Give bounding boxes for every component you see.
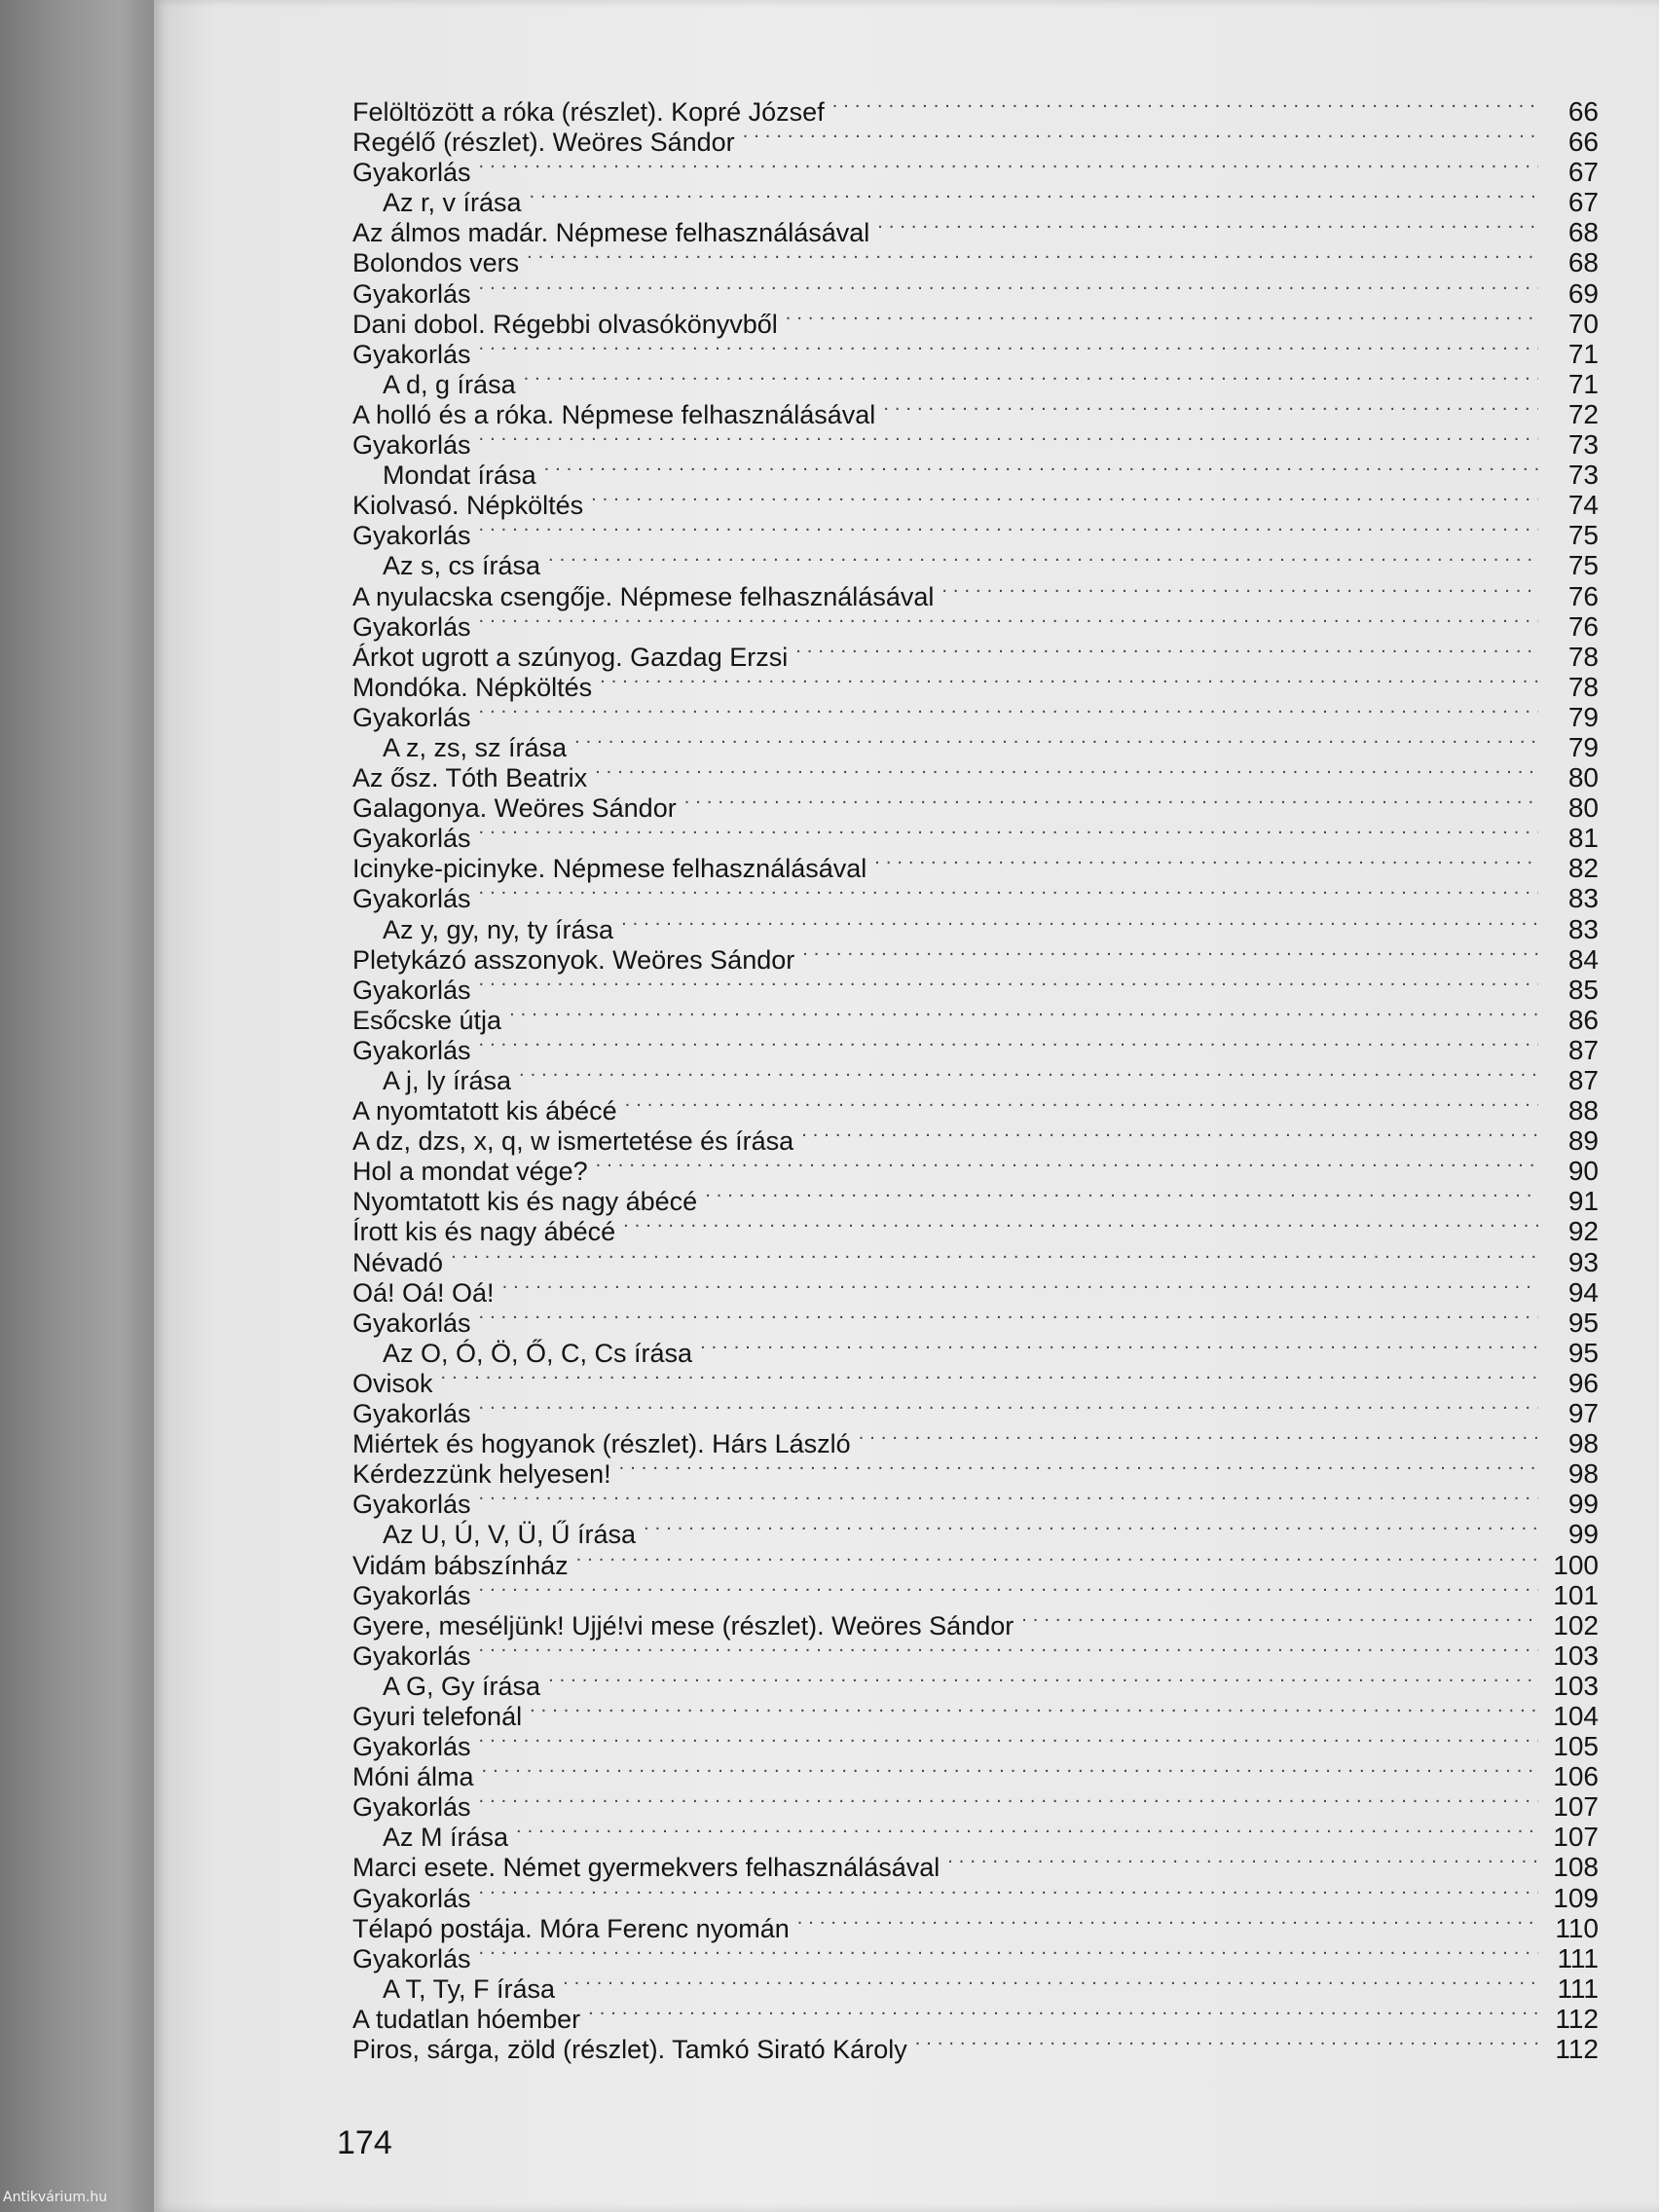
entry-page-number: 82 [1567, 853, 1599, 884]
entry-title: Dani dobol. Régebbi olvasókönyvből [352, 309, 778, 339]
watermark: Antikvárium.hu [3, 2190, 108, 2205]
entry-title: Gyakorlás [352, 521, 471, 551]
entry-page-number: 87 [1567, 1034, 1599, 1065]
dot-leader [509, 999, 1538, 1029]
entry-title: Gyakorlás [352, 1308, 471, 1338]
toc-entry [352, 1937, 1599, 1973]
entry-page-number: 103 [1553, 1670, 1599, 1701]
dot-leader [479, 151, 1538, 181]
entry-title: Galagonya. Weöres Sándor [352, 793, 677, 824]
dot-leader [832, 91, 1538, 121]
entry-title: Gyakorlás [352, 702, 471, 732]
toc-subentry [352, 1816, 1599, 1853]
entry-title: A G, Gy írása [383, 1671, 541, 1701]
dot-leader [451, 1241, 1538, 1272]
entry-page-number: 106 [1553, 1761, 1599, 1792]
entry-title: Gyakorlás [352, 1490, 471, 1520]
table-of-contents [352, 91, 1599, 2064]
entry-page-number: 67 [1567, 187, 1599, 218]
toc-subentry [352, 1665, 1599, 1701]
dot-leader [644, 1513, 1538, 1543]
entry-title: Írott kis és nagy ábécé [352, 1217, 616, 1247]
toc-entry [352, 1725, 1599, 1762]
toc-entry [352, 514, 1599, 551]
entry-title: Gyakorlás [352, 1641, 471, 1671]
toc-entry [352, 424, 1599, 461]
entry-page-number: 88 [1567, 1095, 1599, 1126]
dot-leader [684, 787, 1538, 817]
dot-leader [519, 1059, 1538, 1089]
dot-leader [479, 1392, 1538, 1422]
entry-title: Mondat írása [383, 461, 536, 491]
toc-entry [352, 606, 1599, 642]
dot-leader [700, 1332, 1538, 1362]
dot-leader [786, 303, 1538, 333]
entry-page-number: 98 [1567, 1428, 1599, 1459]
dot-leader [479, 1483, 1538, 1513]
entry-title: Az M írása [383, 1823, 509, 1853]
entry-title: Ovisok [352, 1368, 433, 1398]
entry-page-number: 99 [1567, 1489, 1599, 1520]
entry-page-number: 74 [1567, 490, 1599, 521]
entry-title: Icinyke-picinyke. Népmese felhasználásával [352, 854, 867, 884]
entry-title: Gyakorlás [352, 884, 471, 914]
entry-page-number: 75 [1567, 520, 1599, 551]
toc-subentry [352, 908, 1599, 944]
entry-page-number: 80 [1567, 762, 1599, 793]
dot-leader [502, 1272, 1538, 1302]
dot-leader [479, 1574, 1538, 1604]
entry-page-number: 85 [1567, 974, 1599, 1005]
toc-entry [352, 273, 1599, 309]
dot-leader [600, 666, 1538, 696]
entry-title: Az r, v írása [383, 188, 522, 218]
entry-page-number: 84 [1567, 943, 1599, 975]
entry-page-number: 105 [1553, 1731, 1599, 1762]
entry-page-number: 66 [1567, 127, 1599, 158]
toc-subentry [352, 1968, 1599, 2004]
entry-title: Az U, Ú, V, Ü, Ű írása [383, 1520, 637, 1550]
toc-entry [352, 303, 1599, 339]
entry-page-number: 109 [1553, 1882, 1599, 1913]
entry-title: Móni álma [352, 1762, 474, 1792]
entry-title: Az álmos madár. Népmese felhasználásával [352, 218, 870, 248]
entry-page-number: 101 [1553, 1579, 1599, 1610]
entry-page-number: 79 [1567, 731, 1599, 762]
toc-entry [352, 1604, 1599, 1641]
entry-page-number: 83 [1567, 883, 1599, 914]
toc-entry [352, 1272, 1599, 1308]
dot-leader [801, 1120, 1538, 1150]
entry-title: Regélő (részlet). Weöres Sándor [352, 128, 735, 158]
page-number: 174 [337, 2124, 392, 2161]
toc-subentry [352, 1332, 1599, 1368]
entry-title: Kérdezzünk helyesen! [352, 1459, 611, 1490]
entry-title: Télapó postája. Móra Ferenc nyomán [352, 1913, 790, 1943]
entry-page-number: 94 [1567, 1276, 1599, 1308]
entry-page-number: 107 [1553, 1791, 1599, 1823]
entry-title: Gyakorlás [352, 1792, 471, 1823]
entry-page-number: 111 [1557, 1972, 1599, 2004]
entry-page-number: 95 [1567, 1337, 1599, 1368]
dot-leader [548, 1665, 1538, 1695]
entry-page-number: 66 [1567, 96, 1599, 127]
dot-leader [479, 969, 1538, 999]
entry-title: Pletykázó asszonyok. Weöres Sándor [352, 944, 795, 975]
toc-entry [352, 696, 1599, 732]
entry-title: Gyakorlás [352, 1732, 471, 1762]
entry-page-number: 111 [1557, 1942, 1599, 1973]
entry-page-number: 68 [1567, 217, 1599, 248]
dot-leader [479, 1725, 1538, 1755]
dot-leader [479, 1937, 1538, 1968]
entry-title: A j, ly írása [383, 1066, 512, 1095]
entry-title: Gyakorlás [352, 824, 471, 854]
entry-page-number: 90 [1567, 1156, 1599, 1187]
entry-page-number: 73 [1567, 429, 1599, 461]
entry-title: A nyulacska csengője. Népmese felhasználásával [352, 581, 935, 611]
toc-entry [352, 1422, 1599, 1459]
entry-title: Az y, gy, ny, ty írása [383, 914, 614, 944]
entry-page-number: 67 [1567, 157, 1599, 188]
entry-page-number: 76 [1567, 580, 1599, 611]
toc-entry [352, 211, 1599, 248]
toc-entry [352, 1362, 1599, 1398]
entry-title: Gyere, meséljünk! Ujjé!vi mese (részlet). Weöres Sándor [352, 1610, 1014, 1641]
entry-page-number: 78 [1567, 641, 1599, 672]
entry-title: A holló és a róka. Népmese felhasználásával [352, 399, 876, 429]
toc-entry [352, 151, 1599, 188]
entry-title: Gyakorlás [352, 1580, 471, 1610]
dot-leader [795, 636, 1538, 666]
toc-entry [352, 1302, 1599, 1338]
dot-leader [544, 454, 1538, 484]
dot-leader [479, 606, 1538, 636]
dot-leader [705, 1180, 1538, 1210]
toc-entry [352, 1483, 1599, 1520]
toc-entry [352, 969, 1599, 1005]
toc-subentry [352, 544, 1599, 581]
toc-entry [352, 484, 1599, 521]
toc-entry [352, 1392, 1599, 1429]
dot-leader [915, 2028, 1538, 2058]
dot-leader [743, 121, 1538, 151]
dot-leader [441, 1362, 1538, 1392]
dot-leader [625, 1089, 1538, 1120]
dot-leader [802, 939, 1538, 969]
dot-leader [479, 424, 1538, 454]
entry-page-number: 112 [1555, 2034, 1599, 2064]
entry-title: Az ősz. Tóth Beatrix [352, 763, 588, 793]
entry-title: A tudatlan hóember [352, 2004, 581, 2034]
dot-leader [479, 1029, 1538, 1059]
dot-leader [524, 363, 1538, 393]
entry-title: Mondóka. Népköltés [352, 672, 593, 702]
dot-leader [947, 1846, 1538, 1876]
dot-leader [621, 908, 1538, 939]
entry-title: A z, zs, sz írása [383, 732, 568, 762]
entry-page-number: 78 [1567, 671, 1599, 702]
entry-page-number: 80 [1567, 793, 1599, 824]
dot-leader [596, 1150, 1538, 1180]
toc-entry [352, 1574, 1599, 1610]
entry-title: Gyakorlás [352, 1943, 471, 1973]
entry-title: Gyakorlás [352, 611, 471, 642]
dot-leader [797, 1907, 1538, 1937]
dot-leader [479, 817, 1538, 847]
toc-entry [352, 1846, 1599, 1883]
toc-entry [352, 1755, 1599, 1792]
dot-leader [530, 181, 1538, 211]
entry-page-number: 112 [1555, 2003, 1599, 2034]
toc-entry [352, 1635, 1599, 1671]
entry-title: A T, Ty, F írása [383, 1973, 556, 2004]
dot-leader [479, 514, 1538, 544]
entry-page-number: 70 [1567, 308, 1599, 339]
entry-title: Gyakorlás [352, 1035, 471, 1065]
dot-leader [576, 1544, 1538, 1574]
toc-entry [352, 1786, 1599, 1823]
entry-title: Kiolvasó. Népköltés [352, 491, 584, 521]
entry-title: Marci esete. Német gyermekvers felhasználásával [352, 1853, 940, 1883]
entry-page-number: 69 [1567, 277, 1599, 309]
entry-page-number: 86 [1567, 1004, 1599, 1035]
entry-title: Miértek és hogyanok (részlet). Hárs László [352, 1429, 851, 1459]
entry-page-number: 72 [1567, 398, 1599, 429]
entry-page-number: 76 [1567, 610, 1599, 642]
toc-entry [352, 1029, 1599, 1065]
dot-leader [874, 847, 1538, 877]
entry-page-number: 79 [1567, 701, 1599, 732]
entry-page-number: 108 [1553, 1852, 1599, 1883]
dot-leader [941, 575, 1538, 606]
toc-subentry [352, 1059, 1599, 1095]
entry-page-number: 83 [1567, 913, 1599, 944]
entry-page-number: 107 [1553, 1822, 1599, 1853]
dot-leader [563, 1968, 1538, 1998]
entry-title: Árkot ugrott a szúnyog. Gazdag Erzsi [352, 642, 789, 672]
dot-leader [530, 1695, 1538, 1725]
dot-leader [574, 726, 1538, 756]
entry-title: Névadó [352, 1247, 444, 1277]
toc-entry [352, 817, 1599, 854]
entry-title: Gyakorlás [352, 278, 471, 309]
dot-leader [883, 393, 1538, 424]
entry-title: Gyuri telefonál [352, 1701, 523, 1731]
dot-leader [479, 273, 1538, 303]
entry-page-number: 73 [1567, 460, 1599, 491]
entry-title: A nyomtatott kis ábécé [352, 1096, 617, 1126]
entry-page-number: 75 [1567, 550, 1599, 581]
dot-leader [482, 1755, 1538, 1786]
toc-subentry [352, 181, 1599, 218]
entry-title: Gyakorlás [352, 1883, 471, 1913]
entry-title: Nyomtatott kis és nagy ábécé [352, 1187, 698, 1217]
dot-leader [479, 1877, 1538, 1907]
entry-page-number: 92 [1567, 1216, 1599, 1247]
dot-leader [527, 241, 1538, 272]
dot-leader [595, 756, 1538, 787]
toc-subentry [352, 454, 1599, 491]
entry-page-number: 96 [1567, 1367, 1599, 1398]
entry-page-number: 102 [1553, 1609, 1599, 1641]
toc-entry [352, 999, 1599, 1035]
entry-page-number: 91 [1567, 1186, 1599, 1217]
entry-page-number: 87 [1567, 1065, 1599, 1095]
dot-leader [479, 877, 1538, 907]
entry-title: Esőcske útja [352, 1005, 502, 1035]
toc-subentry [352, 1513, 1599, 1550]
dot-leader [479, 333, 1538, 363]
toc-entry [352, 847, 1599, 884]
toc-entry [352, 1877, 1599, 1913]
dot-leader [479, 1635, 1538, 1665]
entry-page-number: 103 [1553, 1640, 1599, 1671]
entry-title: Gyakorlás [352, 158, 471, 188]
entry-title: A d, g írása [383, 369, 516, 399]
toc-entry [352, 1695, 1599, 1731]
dot-leader [479, 696, 1538, 726]
dot-leader [591, 484, 1538, 514]
entry-page-number: 97 [1567, 1398, 1599, 1429]
toc-entry [352, 241, 1599, 278]
entry-page-number: 89 [1567, 1125, 1599, 1157]
entry-page-number: 68 [1567, 247, 1599, 278]
toc-entry [352, 636, 1599, 672]
dot-leader [588, 1998, 1538, 2028]
entry-page-number: 93 [1567, 1246, 1599, 1277]
book-spine [0, 0, 158, 2212]
toc-entry [352, 877, 1599, 914]
entry-title: Gyakorlás [352, 430, 471, 461]
entry-page-number: 81 [1567, 823, 1599, 854]
entry-title: A dz, dzs, x, q, w ismertetése és írása [352, 1126, 794, 1157]
toc-subentry [352, 363, 1599, 399]
entry-page-number: 71 [1567, 338, 1599, 369]
entry-title: Gyakorlás [352, 1399, 471, 1429]
entry-title: Bolondos vers [352, 248, 520, 278]
toc-entry [352, 393, 1599, 429]
entry-title: Felöltözött a róka (részlet). Kopré József [352, 97, 825, 127]
dot-leader [1021, 1604, 1538, 1635]
entry-page-number: 110 [1555, 1912, 1599, 1943]
entry-page-number: 104 [1553, 1700, 1599, 1731]
toc-entry [352, 1089, 1599, 1126]
dot-leader [479, 1302, 1538, 1332]
toc-entry [352, 1241, 1599, 1277]
entry-page-number: 98 [1567, 1458, 1599, 1490]
toc-entry [352, 91, 1599, 127]
dot-leader [859, 1422, 1538, 1453]
entry-title: Oá! Oá! Oá! [352, 1277, 495, 1308]
entry-page-number: 100 [1553, 1549, 1599, 1580]
entry-title: Gyakorlás [352, 339, 471, 369]
dot-leader [516, 1816, 1538, 1846]
entry-page-number: 95 [1567, 1307, 1599, 1338]
dot-leader [479, 1786, 1538, 1816]
dot-leader [877, 211, 1538, 241]
entry-page-number: 99 [1567, 1519, 1599, 1550]
dot-leader [623, 1210, 1538, 1240]
entry-title: Az s, cs írása [383, 551, 541, 581]
entry-title: Piros, sárga, zöld (részlet). Tamkó Sirató Károly [352, 2035, 907, 2064]
dot-leader [619, 1453, 1538, 1483]
toc-entry [352, 333, 1599, 369]
dot-leader [548, 544, 1538, 574]
entry-page-number: 71 [1567, 368, 1599, 399]
entry-title: Vidám bábszínház [352, 1550, 569, 1580]
toc-entry [352, 1907, 1599, 1943]
toc-subentry [352, 726, 1599, 762]
entry-title: Az O, Ó, Ö, Ő, C, Cs írása [383, 1338, 693, 1368]
entry-title: Hol a mondat vége? [352, 1157, 588, 1187]
entry-title: Gyakorlás [352, 975, 471, 1005]
